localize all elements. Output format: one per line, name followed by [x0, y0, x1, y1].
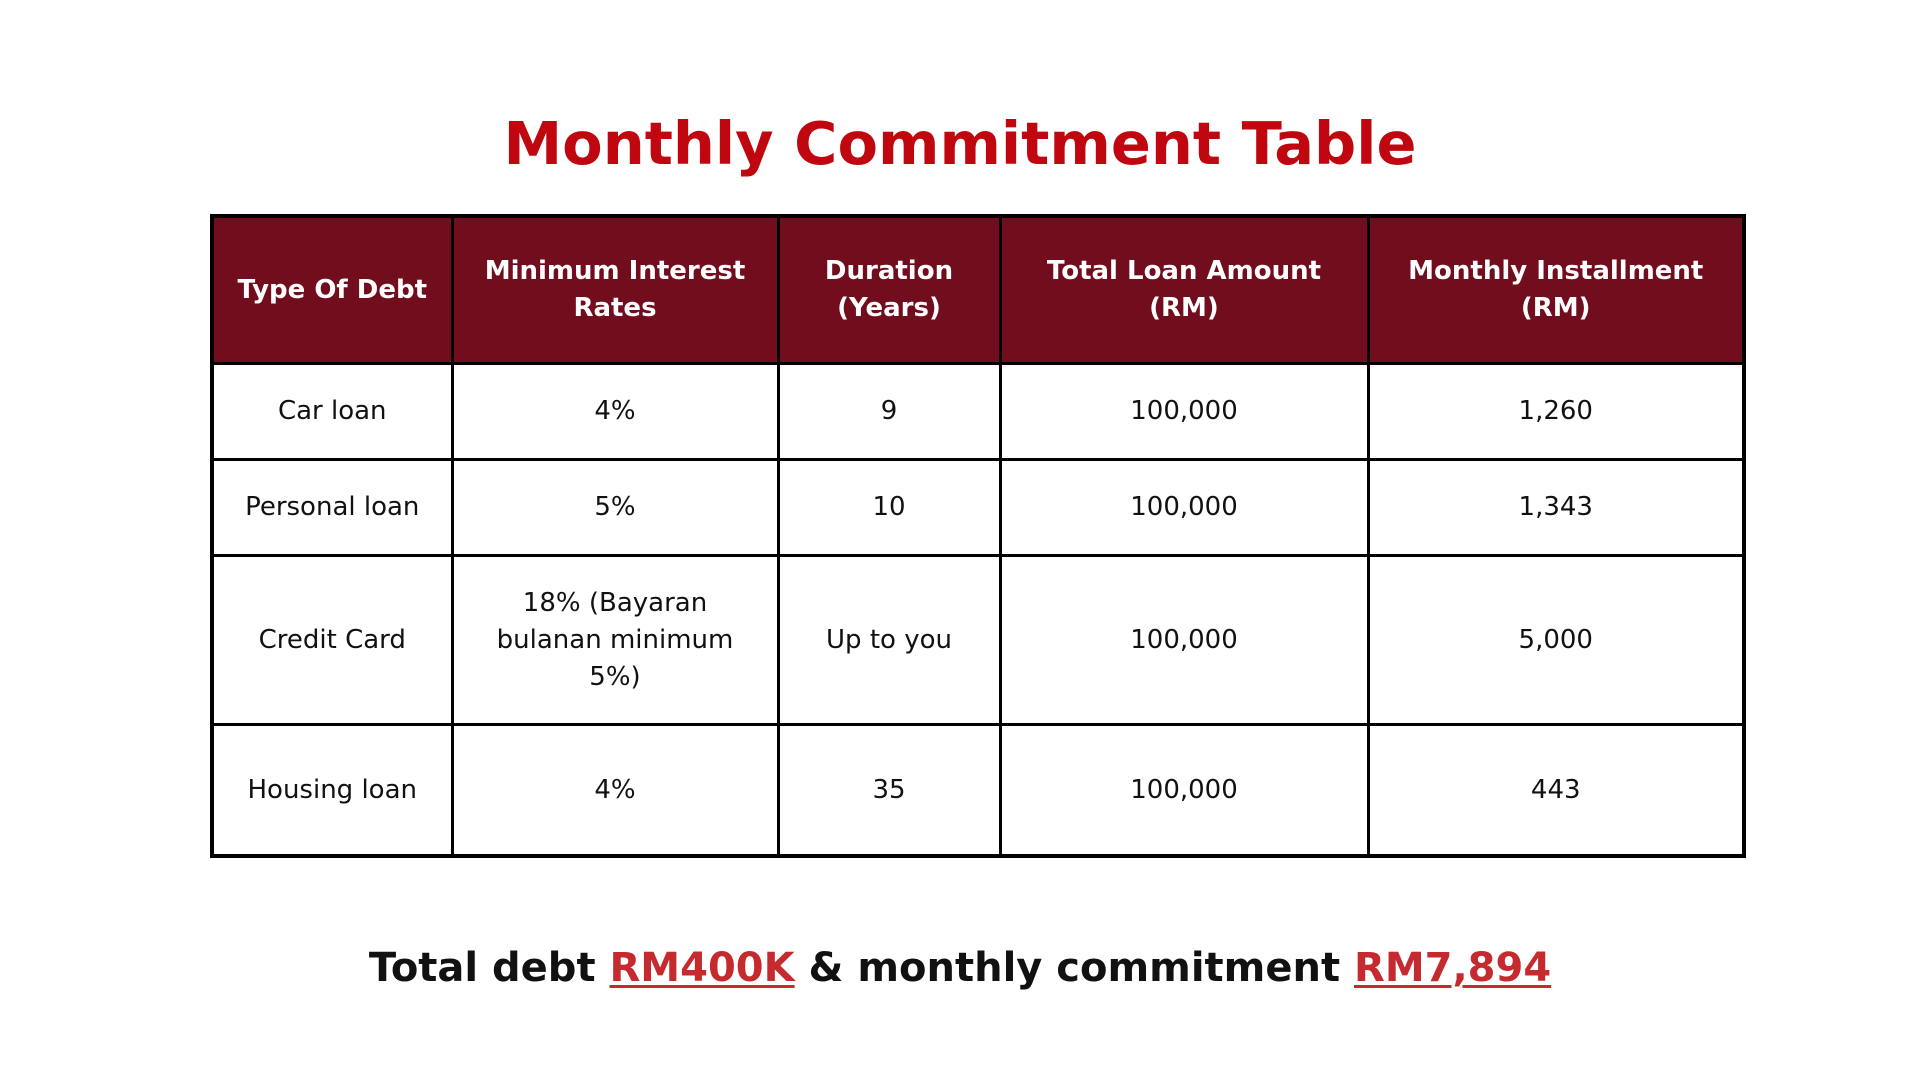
- monthly-commitment-value: RM7,894: [1354, 945, 1552, 991]
- cell-duration: 35: [778, 725, 1000, 857]
- table-row: [212, 725, 1744, 857]
- total-debt-value: RM400K: [609, 945, 795, 991]
- header-minimum-interest-rates: Minimum Interest Rates: [452, 216, 778, 364]
- commitment-table: [210, 214, 1746, 858]
- cell-total-loan: 100,000: [1000, 460, 1368, 556]
- cell-interest-rate: 4%: [452, 364, 778, 460]
- cell-interest-rate: 4%: [452, 725, 778, 857]
- table-row: [212, 460, 1744, 556]
- cell-type-of-debt: Car loan: [212, 364, 452, 460]
- table-header-row: [212, 216, 1744, 364]
- cell-duration: Up to you: [778, 556, 1000, 725]
- summary-line: [0, 940, 1920, 996]
- cell-total-loan: 100,000: [1000, 364, 1368, 460]
- cell-monthly-installment: 1,260: [1368, 364, 1744, 460]
- cell-monthly-installment: 5,000: [1368, 556, 1744, 725]
- cell-duration: 9: [778, 364, 1000, 460]
- cell-type-of-debt: Personal loan: [212, 460, 452, 556]
- cell-total-loan: 100,000: [1000, 556, 1368, 725]
- cell-interest-rate: 18% (Bayaran bulanan minimum 5%): [452, 556, 778, 725]
- page-title: Monthly Commitment Table: [503, 109, 1417, 178]
- summary-prefix: Total debt: [368, 945, 610, 991]
- cell-monthly-installment: 1,343: [1368, 460, 1744, 556]
- cell-type-of-debt: Credit Card: [212, 556, 452, 725]
- cell-type-of-debt: Housing loan: [212, 725, 452, 857]
- header-type-of-debt: Type Of Debt: [212, 216, 452, 364]
- header-duration: Duration (Years): [778, 216, 1000, 364]
- summary-middle: & monthly commitment: [794, 945, 1355, 991]
- header-total-loan-amount: Total Loan Amount (RM): [1000, 216, 1368, 364]
- cell-total-loan: 100,000: [1000, 725, 1368, 857]
- table-row: [212, 556, 1744, 725]
- cell-interest-rate: 5%: [452, 460, 778, 556]
- table-row: [212, 364, 1744, 460]
- header-monthly-installment: Monthly Installment (RM): [1368, 216, 1744, 364]
- cell-duration: 10: [778, 460, 1000, 556]
- cell-monthly-installment: 443: [1368, 725, 1744, 857]
